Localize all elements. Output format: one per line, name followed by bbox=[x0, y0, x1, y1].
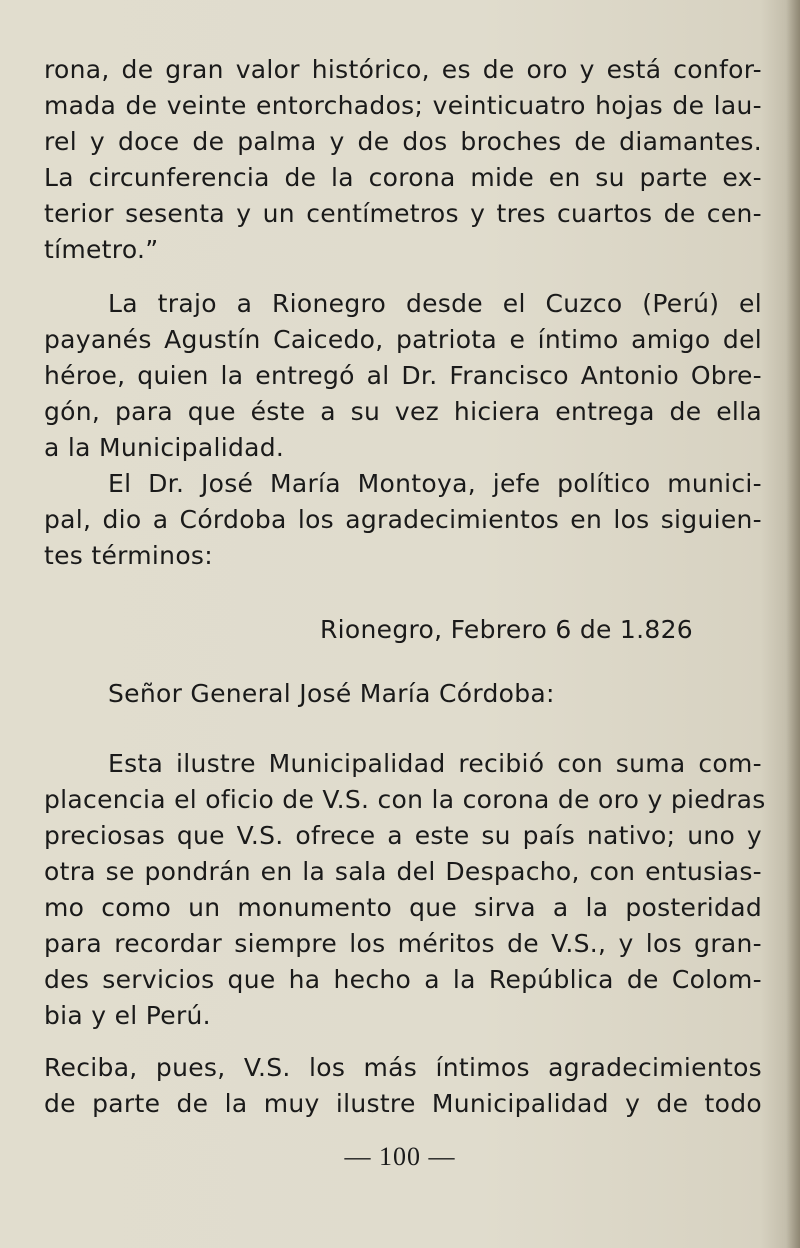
text-line: La trajo a Rionegro desde el Cuzco (Perú) el bbox=[108, 289, 762, 318]
paragraph-thanks-intro bbox=[44, 466, 762, 574]
text-line: El Dr. José María Montoya, jefe político munici- bbox=[108, 469, 762, 498]
letter-salutation: Señor General José María Córdoba: bbox=[108, 679, 555, 708]
text-line: Reciba, pues, V.S. los más íntimos agradecimientos bbox=[44, 1053, 762, 1082]
text-line: otra se pondrán en la sala del Despacho, con entusias- bbox=[44, 857, 762, 886]
text-line: payanés Agustín Caicedo, patriota e íntimo amigo del bbox=[44, 325, 762, 354]
paragraph-crown-delivery bbox=[44, 286, 762, 466]
text-line: pal, dio a Córdoba los agradecimientos en los siguien- bbox=[44, 505, 762, 534]
text-line: placencia el oficio de V.S. con la corona de oro y piedras bbox=[44, 785, 766, 814]
text-line: preciosas que V.S. ofrece a este su país nativo; uno y bbox=[44, 821, 762, 850]
letter-closing bbox=[44, 1050, 762, 1122]
text-line: La circunferencia de la corona mide en su parte ex- bbox=[44, 163, 762, 192]
text-line: des servicios que ha hecho a la República de Colom- bbox=[44, 965, 762, 994]
text-line: héroe, quien la entregó al Dr. Francisco Antonio Obre- bbox=[44, 361, 762, 390]
page-number: — 100 — bbox=[344, 1142, 456, 1171]
text-line: tes términos: bbox=[44, 541, 213, 570]
text-line: Esta ilustre Municipalidad recibió con suma com- bbox=[108, 749, 762, 778]
text-line: terior sesenta y un centímetros y tres cuartos de cen- bbox=[44, 199, 762, 228]
text-line: bia y el Perú. bbox=[44, 1001, 211, 1030]
text-line: mo como un monumento que sirva a la posteridad bbox=[44, 893, 762, 922]
text-line: mada de veinte entorchados; veinticuatro hojas de lau- bbox=[44, 91, 762, 120]
letter-body bbox=[44, 746, 766, 1034]
page-edge-shadow bbox=[786, 0, 800, 1248]
text-line: a la Municipalidad. bbox=[44, 433, 285, 462]
letter-salutation-block bbox=[44, 676, 762, 712]
paragraph-crown-description bbox=[44, 52, 762, 268]
letter-place-date-block bbox=[44, 612, 762, 648]
text-line: de parte de la muy ilustre Municipalidad y de todo bbox=[44, 1089, 762, 1118]
text-line: tímetro.” bbox=[44, 235, 159, 264]
letter-place-date: Rionegro, Febrero 6 de 1.826 bbox=[320, 615, 693, 644]
text-line: para recordar siempre los méritos de V.S., y los gran- bbox=[44, 929, 762, 958]
text-line: gón, para que éste a su vez hiciera entrega de ella bbox=[44, 397, 762, 426]
text-line: rel y doce de palma y de dos broches de diamantes. bbox=[44, 127, 762, 156]
text-line: rona, de gran valor histórico, es de oro y está confor- bbox=[44, 55, 762, 84]
